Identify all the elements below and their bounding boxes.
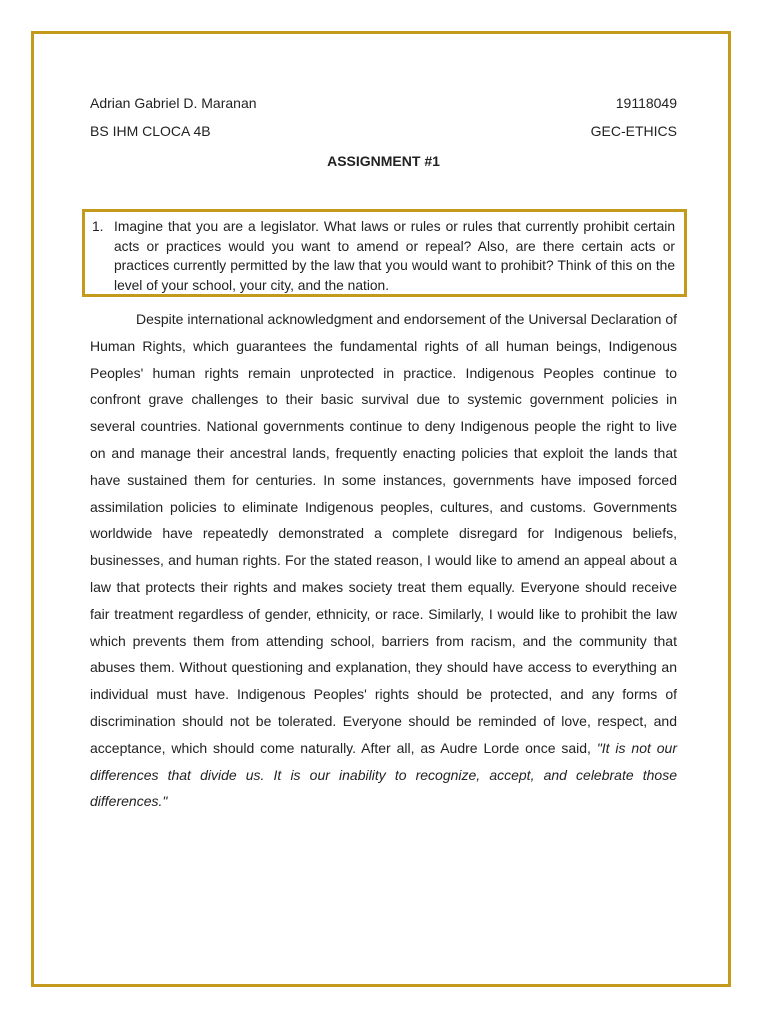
header-row-1 (90, 94, 677, 112)
answer-quote: "It is not our differences that divide us. It is our inability to recognize, accept, and celebrate those differences." (90, 739, 677, 810)
header-row-2 (90, 122, 677, 140)
assignment-title: ASSIGNMENT #1 (327, 153, 440, 169)
student-name: Adrian Gabriel D. Maranan (90, 95, 257, 111)
program: BS IHM CLOCA 4B (90, 123, 211, 139)
answer-paragraph (90, 306, 677, 815)
question-number: 1. (92, 219, 104, 234)
student-id: 19118049 (615, 95, 677, 111)
question-box (82, 209, 687, 297)
course: GEC-ETHICS (590, 123, 677, 139)
answer-body: Despite international acknowledgment and endorsement of the Universal Declaration of Human Rights, which guarantees the fundamental rights of all human beings, Indigenous Peoples' human rights remain unprotected in practice. Indigenous Peoples continue to confront grave challenges to their basic survival due to systemic government policies in several countries. National governments continue to deny Indigenous people the right to live on and manage their ancestral lands, frequently enacting policies that exploit the lands that have sustained them for centuries. In some instances, governments have imposed forced assimilation policies to eliminate Indigenous peoples, cultures, and customs. Governments worldwide have repeatedly demonstrated a complete disregard for Indigenous beliefs, businesses, and human rights. For the stated reason, I would like to amend an appeal about a law that protects their rights and makes society treat them equally. Everyone should receive fair treatment regardless of gender, ethnicity, or race. Similarly, I would like to prohibit the law which prevents them from attending school, barriers from racism, and the community that abuses them. Without questioning and explanation, they should have access to everything an individual must have. Indigenous Peoples' rights should be protected, and any forms of discrimination should not be tolerated. Everyone should be reminded of love, respect, and acceptance, which should come naturally. After all, as Audre Lorde once said, (90, 311, 677, 756)
question-text: Imagine that you are a legislator. What laws or rules or rules that currently prohibit certain acts or practices would you want to amend or repeal? Also, are there certain acts or practices currently permitted by the law that you would want to prohibit? Think of this on the level of your school, your city, and the nation. (114, 219, 675, 293)
